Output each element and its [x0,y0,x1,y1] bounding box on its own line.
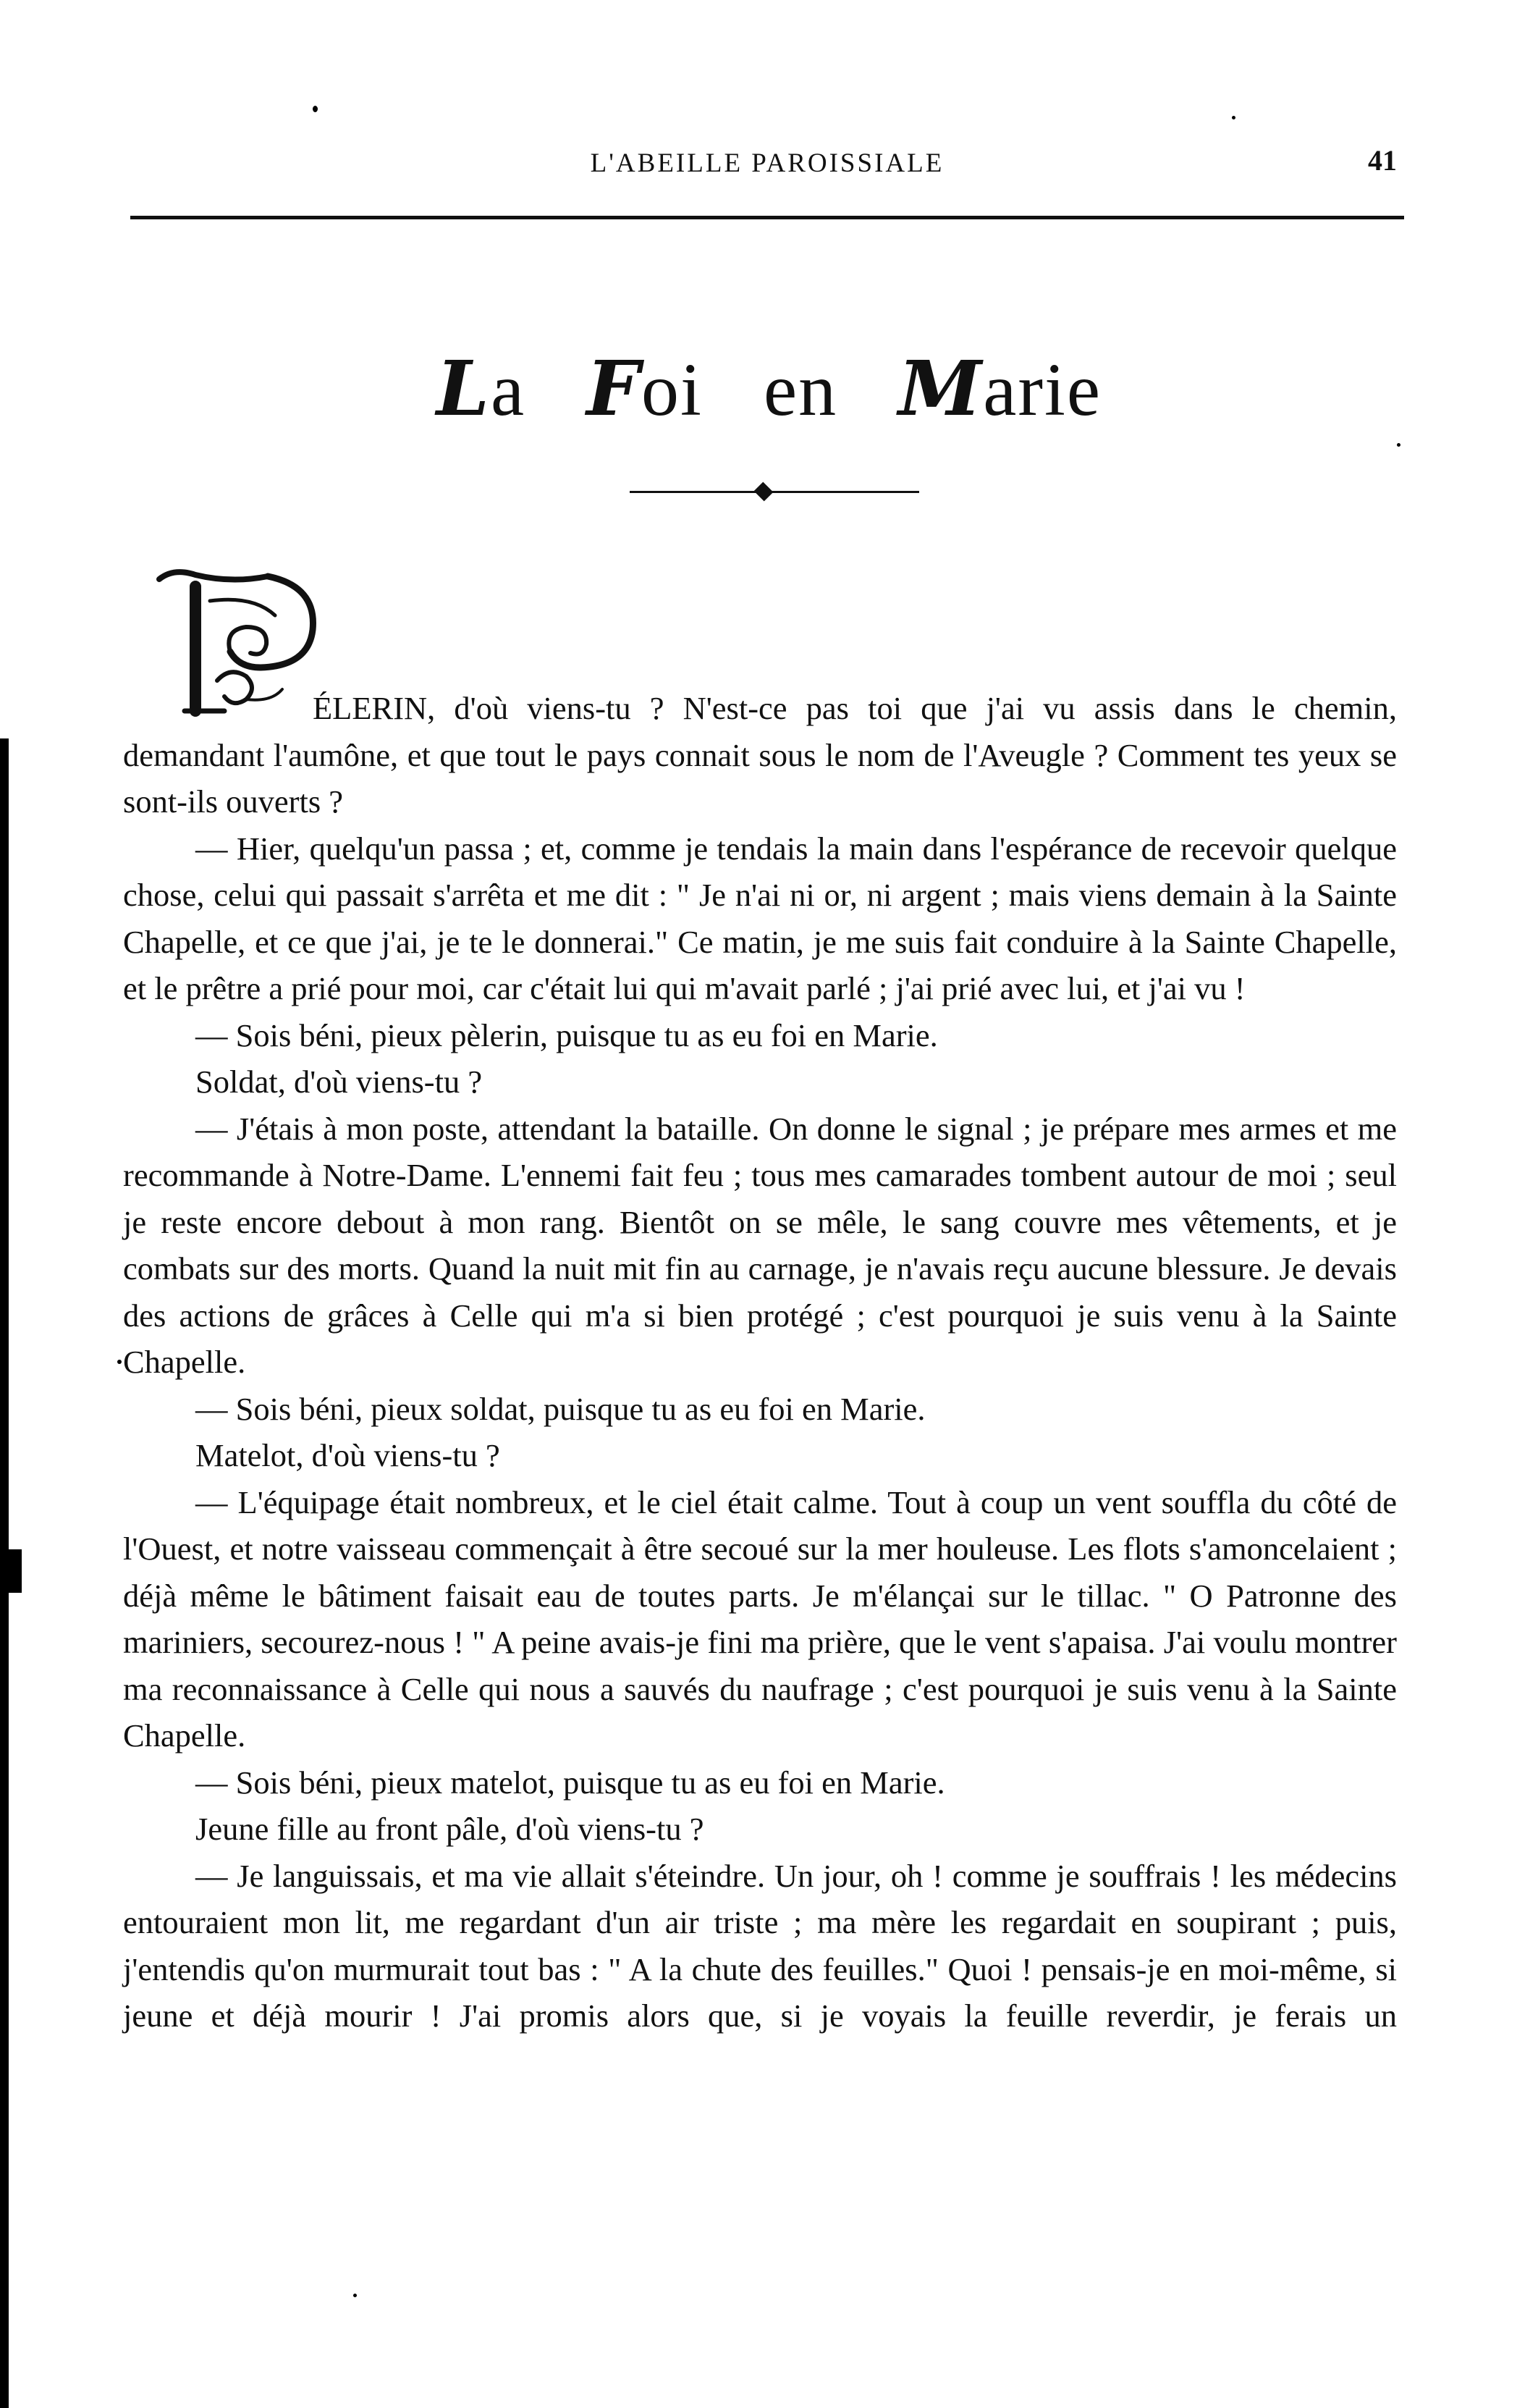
page-edge-notch [0,1549,22,1593]
paragraph: — L'équipage était nombreux, et le ciel était calme. Tout à coup un vent souffla du côté de l'Ouest, et notre vaisseau commençait à être secoué sur la mer houleuse. Les flots s'amoncelaient ; déjà même le bâtiment faisait eau de toutes parts. Je m'élançai sur le tillac. " O Patronne des mariniers, secourez-nous ! " A peine avais-je fini ma prière, que le vent s'apaisa. J'ai voulu montrer ma reconnaissance à Celle qui nous a sauvés du naufrage ; c'est pourquoi je suis venu à la Sainte Chapelle. [123,1483,1397,1754]
paragraph: — Sois béni, pieux matelot, puisque tu as eu foi en Marie. [195,1764,945,1801]
title-ornate-initial: F [586,344,642,433]
print-speck [1397,443,1400,447]
paragraph: Jeune fille au front pâle, d'où viens-tu ? [195,1811,704,1847]
title-word-part: arie [983,348,1102,431]
running-header [130,143,1404,187]
title-word-part: a [491,348,526,431]
print-speck [117,1360,122,1364]
print-speck [313,106,318,112]
paragraph: — J'étais à mon poste, attendant la bataille. On donne le signal ; je prépare mes armes et me recommande à Notre-Dame. L'ennemi fait feu ; tous mes camarades tombent autour de moi ; seul je reste encore debout à mon rang. Bientôt on se mêle, le sang couvre mes vêtements, et je combats sur des morts. Quand la nuit mit fin au carnage, je n'avais reçu aucune blessure. Je devais des actions de grâces à Celle qui m'a si bien protégé ; c'est pourquoi je suis venu à la Sainte Chapelle. [123,1110,1397,1380]
title-divider [630,491,919,493]
paragraph: — Je languissais, et ma vie allait s'éteindre. Un jour, oh ! comme je souffrais ! les médecins entouraient mon lit, me regardant d'un air triste ; ma mère les regardait en soupirant ; puis, j'entendis qu'on murmurait tout bas : " A la chute des feuilles." Quoi ! pensais-je en moi-même, si jeune et déjà mourir ! J'ai promis alors que, si je voyais la feuille reverdir, je ferais un [123,1857,1397,2034]
running-title: L'ABEILLE PAROISSIALE [590,148,945,178]
print-speck [353,2294,357,2297]
paragraph: Matelot, d'où viens-tu ? [195,1437,500,1473]
title-ornate-initial: L [436,344,491,433]
title-word-part: oi [641,348,703,431]
article-body [123,685,1397,2039]
header-rule [130,216,1404,219]
title-word: en [763,348,838,431]
page-number: 41 [1368,144,1397,177]
title-ornate-initial: M [898,344,984,433]
paragraph: — Hier, quelqu'un passa ; et, comme je tendais la main dans l'espérance de recevoir quelque chose, celui qui passait s'arrêta et me dit : " Je n'ai ni or, ni argent ; mais viens demain à la Sainte Chapelle, et ce que j'ai, je te le donnerai." Ce matin, je me suis fait conduire à la Sainte Chapelle, et le prêtre a prié pour moi, car c'était lui qui m'avait parlé ; j'ai prié avec lui, et j'ai vu ! [123,830,1397,1006]
article-title [0,344,1538,433]
paragraph: ÉLERIN, d'où viens-tu ? N'est-ce pas toi que j'ai vu assis dans le chemin, demandant l'aumône, et que tout le pays connait sous le nom de l'Aveugle ? Comment tes yeux se sont-ils ouverts ? [123,690,1397,820]
print-speck [1232,116,1235,119]
paragraph: — Sois béni, pieux pèlerin, puisque tu as eu foi en Marie. [195,1016,938,1053]
title-divider-ornament [754,482,774,502]
paragraph: Soldat, d'où viens-tu ? [195,1064,483,1100]
paragraph: — Sois béni, pieux soldat, puisque tu as eu foi en Marie. [195,1390,926,1427]
